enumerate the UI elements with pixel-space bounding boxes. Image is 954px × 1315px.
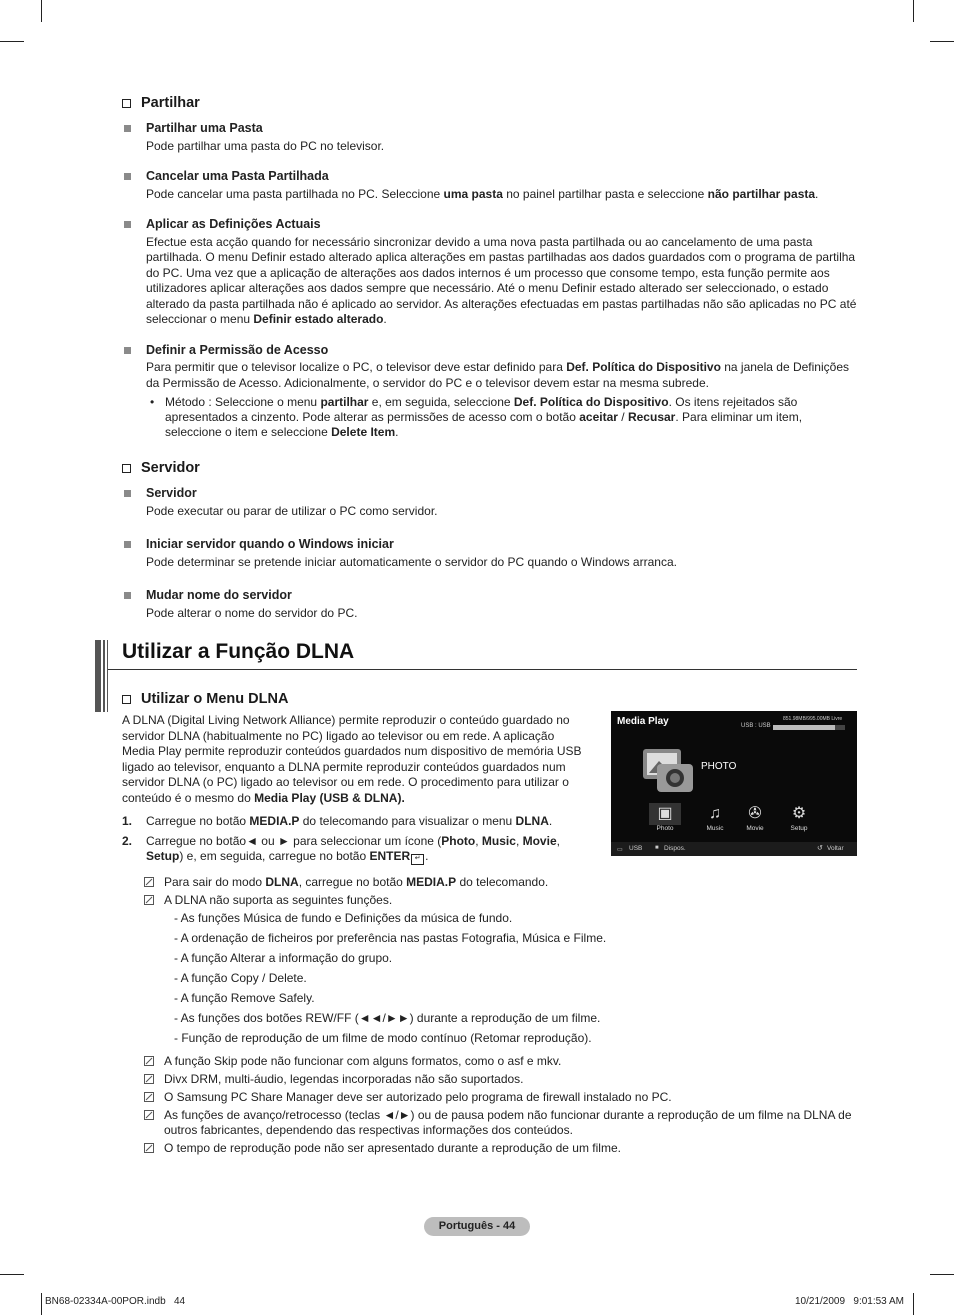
note-icon <box>144 1092 154 1102</box>
list-item: - Função de reprodução de um filme de modo contínuo (Retomar reprodução). <box>174 1031 592 1045</box>
gear-icon: ⚙ <box>791 805 807 822</box>
note-icon <box>144 877 154 887</box>
item-mudar-nome <box>122 588 857 621</box>
crop-mark <box>930 1274 954 1275</box>
note-item: Para sair do modo DLNA, carregue no botão MEDIA.P do telecomando. <box>144 875 857 890</box>
dlna-intro: A DLNA (Digital Living Network Alliance) permite reproduzir o conteúdo guardado no servidor DLNA (habitualmente no PC) ligado ao televisor ou em rede. A aplicação Media Play permite reproduzir conteúdos guardados num dispositivo de memória USB ligado ao televisor, enquanto a DLNA permite reproduzir conteúdos guardados num servidor DLNA (o PC) ligado ao televisor ou em rede. O procedimento para utilizar o conteúdo é o mesmo do Media Play (USB & DLNA). <box>122 713 582 805</box>
note-icon <box>144 1056 154 1066</box>
list-item: - As funções dos botões REW/FF (◄◄/►►) durante a reprodução de um filme. <box>174 1011 601 1025</box>
media-icons-row <box>649 803 849 843</box>
title-bar-decoration <box>107 640 108 712</box>
unsupported-functions-list <box>164 911 857 1046</box>
item-aplicar-definicoes <box>122 217 857 328</box>
usb-drive-icon: ▭ <box>617 847 623 853</box>
crop-mark <box>0 41 24 42</box>
section-heading-partilhar: Partilhar <box>122 95 857 111</box>
crop-mark <box>41 0 42 22</box>
list-item: - As funções Música de fundo e Definições da música de fundo. <box>174 911 513 925</box>
step-1: 1. Carregue no botão MEDIA.P do telecomando para visualizar o menu DLNA. <box>122 814 553 828</box>
list-item: - A função Remove Safely. <box>174 991 315 1005</box>
note-item: O Samsung PC Share Manager deve ser autorizado pelo programa de firewall instalado no PC. <box>144 1090 857 1105</box>
capacity-bar <box>773 725 845 730</box>
item-desc: Pode determinar se pretende iniciar automaticamente o servidor do PC quando o Windows arranca. <box>146 554 677 569</box>
media-icon-photo[interactable]: ▣ Photo <box>649 803 681 832</box>
crop-mark <box>913 1293 914 1315</box>
step-2: 2. Carregue no botão◄ ou ► para seleccionar um ícone (Photo, Music, Movie, Setup) e, em seguida, carregue no botão ENTER ↵ . <box>122 833 560 863</box>
title-bar-decoration <box>95 640 101 712</box>
item-desc: Efectue esta acção quando for necessário sincronizar devido a uma nova pasta partilhada ou ao cancelamento de uma pasta partilhada. O menu Definir estado alterado aplica alterações em pastas partilhadas aos dados guardados com o programa de partilha do PC. Uma vez que a aplicação de alterações aos dados internos é um processo que consome tempo, esta função permite aos utilizadores aplicar alterações aos dados sempre que necessário. Até o menu Definir estado alterado ser seleccionado, o estado alterado da pasta partilhada não é aplicado ao servidor. As alterações efectuadas em pastas partilhadas não são aplicadas no PC até seleccionar o menu Definir estado alterado. <box>146 234 857 326</box>
page-number: Português - 44 <box>424 1217 530 1236</box>
main-content <box>122 95 857 636</box>
checkbox-bullet-icon <box>122 464 131 473</box>
section-heading-dlna-menu: Utilizar o Menu DLNA <box>122 691 857 707</box>
crop-mark <box>41 1293 42 1315</box>
capacity-text: 851.98MB/995.00MB Livre <box>783 716 843 722</box>
note-item: O tempo de reprodução pode não ser apresentado durante a reprodução de um filme. <box>144 1141 857 1156</box>
method-bullet: • Método : Seleccione o menu partilhar e, em seguida, seleccione Def. Política do Dispositivo. Os itens rejeitados são apresentados a cinzento. Pode alterar as permissões de acesso com o botão aceitar / Recusar. Para eliminar um item, seleccione o item e seleccione Delete Item. <box>150 395 803 439</box>
screen-title: Media Play <box>617 716 669 727</box>
square-bullet-icon <box>124 221 131 228</box>
item-desc: Pode partilhar uma pasta do PC no televisor. <box>146 138 385 153</box>
screen-footer: ▭ USB ■ Dispos. ↺ Voltar <box>611 842 857 856</box>
title-rule <box>108 669 857 670</box>
section-title: Utilizar a Função DLNA <box>122 640 355 663</box>
capacity-bar-fill <box>773 725 835 730</box>
crop-mark <box>0 1274 24 1275</box>
footer-date: 10/21/2009 9:01:53 AM <box>795 1296 904 1307</box>
checkbox-bullet-icon <box>122 695 131 704</box>
item-cancelar-pasta <box>122 169 857 202</box>
crop-mark <box>913 0 914 22</box>
enter-icon: ↵ <box>411 854 424 865</box>
note-item: Divx DRM, multi-áudio, legendas incorporadas não são suportados. <box>144 1072 857 1087</box>
note-icon <box>144 1074 154 1084</box>
stop-square-icon: ■ <box>655 845 659 851</box>
music-icon: ♫ <box>709 805 721 822</box>
media-icon-movie[interactable]: ✇ Movie <box>739 803 771 832</box>
usb-label: USB : USB <box>741 723 771 729</box>
photo-label: PHOTO <box>701 761 737 772</box>
return-icon: ↺ <box>817 845 823 852</box>
square-bullet-icon <box>124 173 131 180</box>
item-desc: Pode alterar o nome do servidor do PC. <box>146 605 358 620</box>
item-desc: Pode executar ou parar de utilizar o PC como servidor. <box>146 503 438 518</box>
item-desc: Para permitir que o televisor localize o PC, o televisor deve estar definido para Def. Política do Dispositivo na janela de Definições da Permissão de Acesso. Adicionalmente, o servidor do PC e o televisor devem estar na mesma subrede. <box>146 360 849 390</box>
item-title: Definir a Permissão de Acesso <box>146 342 329 357</box>
square-bullet-icon <box>124 490 131 497</box>
title-bar-decoration <box>103 640 105 712</box>
note-item: As funções de avanço/retrocesso (teclas ◄/►) ou de pausa podem não funcionar durante a reprodução de um filme na DLNA de outros fabricantes, dependendo das respectivas informações dos conteúdos. <box>144 1108 857 1138</box>
square-bullet-icon <box>124 347 131 354</box>
section-heading-servidor: Servidor <box>122 460 857 476</box>
item-desc: Pode cancelar uma pasta partilhada no PC. Seleccione uma pasta no painel partilhar pasta e seleccione não partilhar pasta. <box>146 186 819 201</box>
note-icon <box>144 1143 154 1153</box>
item-title: Mudar nome do servidor <box>146 588 292 602</box>
item-partilhar-pasta <box>122 121 857 154</box>
footer-file: BN68-02334A-00POR.indb 44 <box>45 1296 186 1307</box>
item-title: Aplicar as Definições Actuais <box>146 217 321 231</box>
checkbox-bullet-icon <box>122 99 131 108</box>
item-title: Iniciar servidor quando o Windows iniciar <box>146 537 394 551</box>
photo-large-icon <box>641 746 696 796</box>
note-icon <box>144 1110 154 1120</box>
photo-icon: ▣ <box>649 803 681 825</box>
item-iniciar-servidor <box>122 537 857 570</box>
notes-list <box>122 875 857 1156</box>
note-icon <box>144 895 154 905</box>
square-bullet-icon <box>124 125 131 132</box>
item-title: Servidor <box>146 486 197 500</box>
item-title: Partilhar uma Pasta <box>146 121 263 135</box>
item-title: Cancelar uma Pasta Partilhada <box>146 169 329 183</box>
movie-icon: ✇ <box>748 805 762 822</box>
square-bullet-icon <box>124 592 131 599</box>
list-item: - A função Alterar a informação do grupo. <box>174 951 393 965</box>
dot-bullet-icon: • <box>150 395 155 409</box>
media-icon-setup[interactable]: ⚙ Setup <box>783 803 815 832</box>
list-item: - A ordenação de ficheiros por preferência nas pastas Fotografia, Música e Filme. <box>174 931 607 945</box>
note-item: A função Skip pode não funcionar com alguns formatos, como o asf e mkv. <box>144 1054 857 1069</box>
item-servidor <box>122 486 857 519</box>
square-bullet-icon <box>124 541 131 548</box>
list-item: - A função Copy / Delete. <box>174 971 307 985</box>
note-item: A DLNA não suporta as seguintes funções. <box>144 893 857 908</box>
media-play-screenshot <box>611 711 857 856</box>
crop-mark <box>930 41 954 42</box>
item-definir-permissao <box>122 343 857 441</box>
media-icon-music[interactable]: ♫ Music <box>699 803 731 832</box>
